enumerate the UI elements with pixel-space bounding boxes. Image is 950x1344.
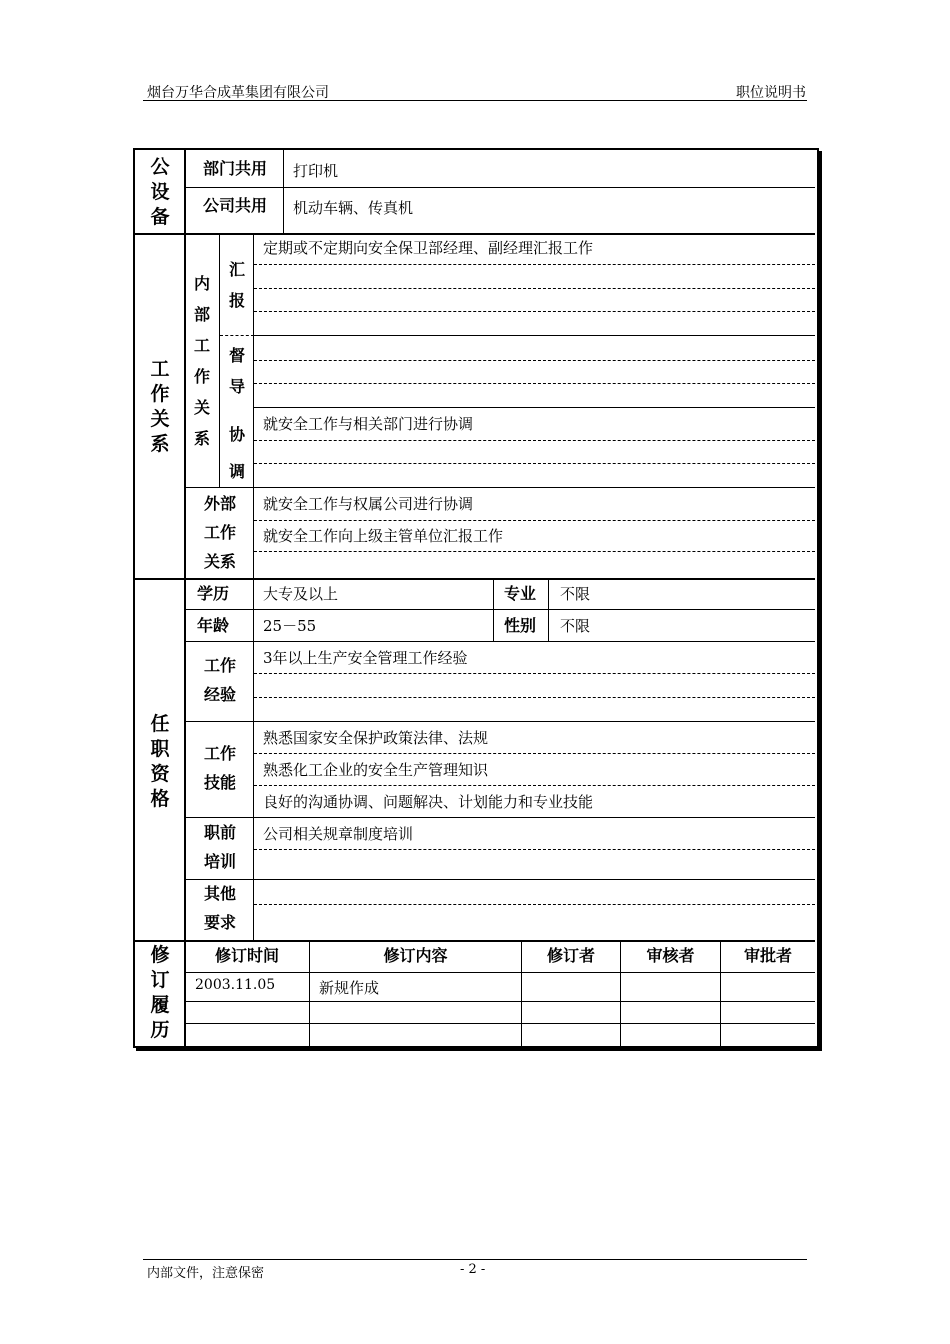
- skills-label: 工作 技能: [203, 744, 236, 792]
- revision-row-1-date: 2003.11.05: [195, 977, 276, 993]
- training-label: 职前 培训: [203, 823, 236, 871]
- supervise-label: 督 导: [228, 346, 245, 396]
- revision-header-content: 修订内容: [383, 946, 448, 965]
- report-label: 汇 报: [228, 260, 245, 310]
- experience-label: 工作 经验: [203, 656, 236, 704]
- skills-line-2: 熟悉化工企业的安全生产管理知识: [263, 761, 489, 779]
- company-shared-value: 机动车辆、传真机: [293, 199, 414, 217]
- education-value: 大专及以上: [263, 585, 339, 603]
- confidential-notice: 内部文件，注意保密: [147, 1266, 265, 1281]
- revision-header-approver: 审批者: [743, 946, 792, 965]
- external-relations-label: 外部 工作 关系: [203, 494, 236, 571]
- other-requirements-label: 其他 要求: [203, 884, 236, 932]
- revision-row-1-content: 新规作成: [319, 979, 380, 997]
- education-label: 学历: [196, 584, 229, 603]
- relations-section-label: 工 作 关 系: [150, 358, 170, 455]
- dept-shared-value: 打印机: [293, 162, 339, 180]
- age-value: 25－55: [263, 617, 317, 635]
- report-line-1: 定期或不定期向安全保卫部经理、副经理汇报工作: [263, 239, 594, 257]
- skills-line-3: 良好的沟通协调、问题解决、计划能力和专业技能: [263, 793, 594, 811]
- training-line-1: 公司相关规章制度培训: [263, 825, 414, 843]
- page-number: - 2 -: [460, 1262, 486, 1277]
- company-name: 烟台万华合成革集团有限公司: [147, 85, 329, 101]
- external-line-1: 就安全工作与权属公司进行协调: [263, 495, 474, 513]
- major-label: 专业: [503, 584, 536, 603]
- revision-header-reviser: 修订者: [546, 946, 595, 965]
- section-column-divider: [184, 150, 186, 1046]
- gender-value: 不限: [560, 617, 591, 635]
- skills-line-1: 熟悉国家安全保护政策法律、法规: [263, 729, 489, 747]
- coordinate-line-1: 就安全工作与相关部门进行协调: [263, 415, 474, 433]
- major-value: 不限: [560, 585, 591, 603]
- footer-rule: [143, 1259, 807, 1260]
- coordinate-label: 协 调: [228, 425, 245, 481]
- header-rule: [143, 100, 807, 101]
- revision-section-label: 修 订 履 历: [150, 944, 170, 1041]
- internal-relations-label: 内 部 工 作 关 系: [193, 274, 210, 448]
- job-description-form: [133, 148, 819, 1048]
- experience-line-1: 3年以上生产安全管理工作经验: [263, 649, 468, 667]
- qualifications-section-label: 任 职 资 格: [150, 713, 170, 810]
- dept-shared-label: 部门共用: [202, 159, 267, 178]
- revision-header-reviewer: 审核者: [646, 946, 695, 965]
- age-label: 年龄: [196, 616, 229, 635]
- revision-header-date: 修订时间: [214, 946, 279, 965]
- company-shared-label: 公司共用: [202, 196, 267, 215]
- document-type: 职位说明书: [736, 85, 806, 101]
- external-line-2: 就安全工作向上级主管单位汇报工作: [263, 527, 504, 545]
- gender-label: 性别: [503, 616, 536, 635]
- equipment-section-label: 公 设 备: [150, 156, 170, 228]
